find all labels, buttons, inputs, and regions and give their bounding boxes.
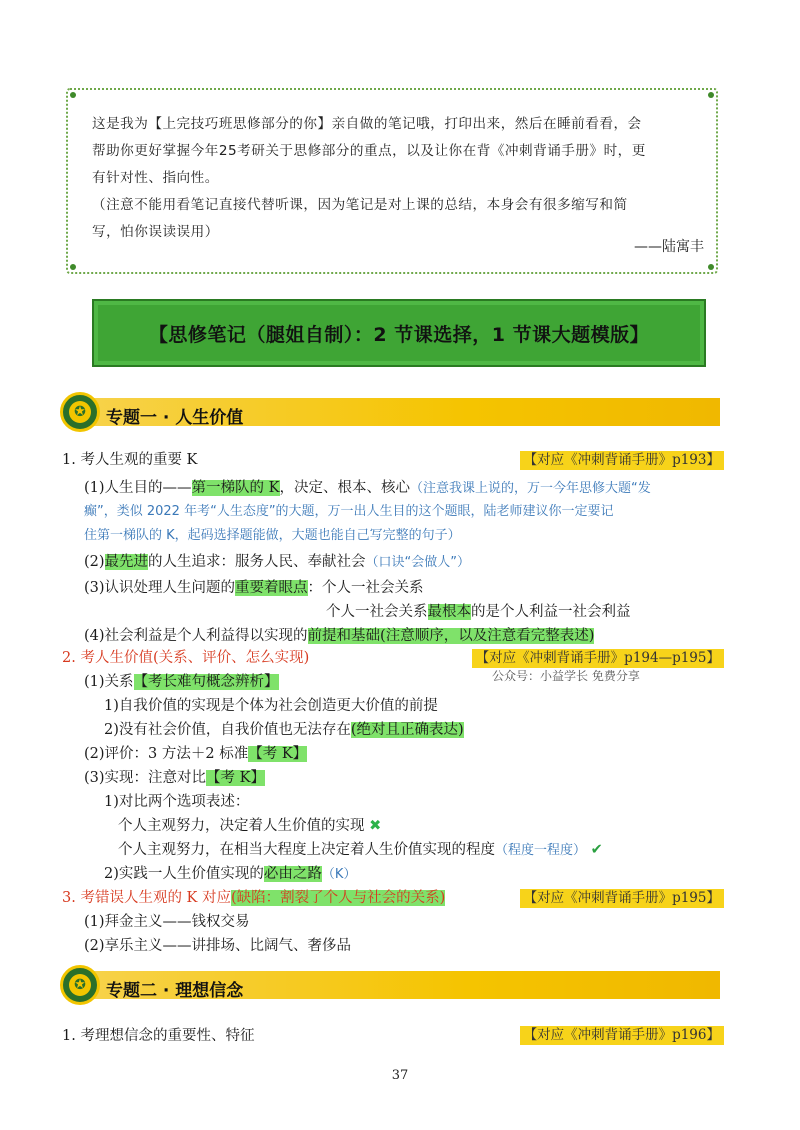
- note-line: (1)人生目的——第一梯队的 K，决定、根本、核心（注意我课上说的，万一今年思修大题“发: [84, 480, 651, 496]
- highlight: 前提和基础(注意顺序，以及注意看完整表述): [307, 628, 595, 644]
- section-heading: 1. 考人生观的重要 K: [62, 452, 198, 468]
- note-line-1: 这是我为【上完技巧班思修部分的你】亲自做的笔记哦，打印出来，然后在睡前看看，会: [92, 116, 642, 132]
- highlight: 【考 K】: [248, 746, 308, 762]
- corner-dot: [708, 92, 714, 98]
- note-line: (1)拜金主义——钱权交易: [84, 914, 250, 930]
- note-line: (2)最先进的人生追求：服务人民、奉献社会（口诀“会做人”）: [84, 554, 471, 570]
- highlight: (绝对且正确表达): [350, 722, 464, 738]
- topic-header-1: [60, 392, 720, 432]
- note-line: 2)实践一人生价值实现的必由之路（K）: [104, 866, 357, 882]
- reference-tag: 【对应《冲刺背诵手册》p195】: [520, 889, 724, 908]
- note-signature: ——陆寓丰: [634, 239, 704, 255]
- highlight: 【考长难句概念辨析】: [133, 674, 279, 690]
- handwritten-note: 癫”，类似 2022 年考“人生态度”的大题，万一出人生目的这个题眼，陆老师建议你一定要记: [84, 504, 614, 519]
- note-line: (2)享乐主义——讲排场、比阔气、奢侈品: [84, 938, 352, 954]
- topic-label: 专题一 · 人生价值: [106, 408, 244, 428]
- corner-dot: [708, 264, 714, 270]
- note-line: 2)没有社会价值，自我价值也无法存在(绝对且正确表达): [104, 722, 464, 738]
- reference-tag: 【对应《冲刺背诵手册》p194—p195】: [472, 649, 724, 668]
- watermark: 公众号：小益学长 免费分享: [492, 669, 640, 683]
- corner-dot: [70, 92, 76, 98]
- highlight: 【考 K】: [206, 770, 265, 786]
- reference-tag: 【对应《冲刺背诵手册》p196】: [520, 1026, 724, 1045]
- topic-label: 专题二 · 理想信念: [106, 981, 244, 1001]
- check-icon: ✔: [590, 842, 603, 858]
- note-line-3: 有针对性、指向性。: [92, 170, 219, 186]
- section-heading: 2. 考人生价值(关系、评价、怎么实现): [62, 650, 310, 666]
- highlight: (缺陷：割裂了个人与社会的关系): [231, 890, 446, 906]
- note-line: 个人一社会关系最根本的是个人利益一社会利益: [326, 604, 631, 620]
- note-line: (2)评价：3 方法＋2 标准【考 K】: [84, 746, 308, 762]
- note-line: (3)实现：注意对比【考 K】: [84, 770, 265, 786]
- topic-header-2: [60, 965, 720, 1005]
- football-icon: ✪: [60, 392, 100, 432]
- note-line: 个人主观努力，在相当大程度上决定着人生价值实现的程度（程度一程度） ✔: [118, 842, 603, 858]
- highlight: 第一梯队的 K: [191, 480, 280, 496]
- football-icon: ✪: [60, 965, 100, 1005]
- highlight: 最先进: [104, 554, 149, 570]
- note-line-4: （注意不能用看笔记直接代替听课，因为笔记是对上课的总结，本身会有很多缩写和简: [92, 197, 628, 213]
- reference-tag: 【对应《冲刺背诵手册》p193】: [520, 451, 724, 470]
- cross-icon: ✖: [369, 818, 382, 834]
- title-banner: [92, 299, 706, 367]
- note-line: (4)社会利益是个人利益得以实现的前提和基础(注意顺序，以及注意看完整表述): [84, 628, 595, 644]
- page-number: 37: [391, 1068, 409, 1083]
- banner-title: 【思修笔记（腿姐自制）：2 节课选择，1 节课大题模版】: [148, 323, 650, 346]
- highlight: 必由之路: [263, 866, 322, 882]
- highlight: 重要着眼点: [235, 580, 308, 596]
- handwritten-note: 住第一梯队的 K，起码选择题能做，大题也能自己写完整的句子）: [84, 528, 461, 543]
- note-line: 1)自我价值的实现是个体为社会创造更大价值的前提: [104, 698, 438, 714]
- section-heading: 3. 考错误人生观的 K 对应(缺陷：割裂了个人与社会的关系): [62, 890, 446, 906]
- note-line: (3)认识处理人生问题的重要着眼点：个人一社会关系: [84, 580, 424, 596]
- note-line: (1)关系【考长难句概念辨析】: [84, 674, 279, 690]
- section-heading: 1. 考理想信念的重要性、特征: [62, 1028, 255, 1044]
- note-line-5: 写，怕你误读误用）: [92, 224, 219, 240]
- note-line: 1)对比两个选项表述：: [104, 794, 250, 810]
- note-line-2: 帮助你更好掌握今年25考研关于思修部分的重点，以及让你在背《冲刺背诵手册》时，更: [92, 143, 646, 159]
- note-line: 个人主观努力，决定着人生价值的实现 ✖: [118, 818, 382, 834]
- highlight: 最根本: [427, 604, 471, 620]
- corner-dot: [70, 264, 76, 270]
